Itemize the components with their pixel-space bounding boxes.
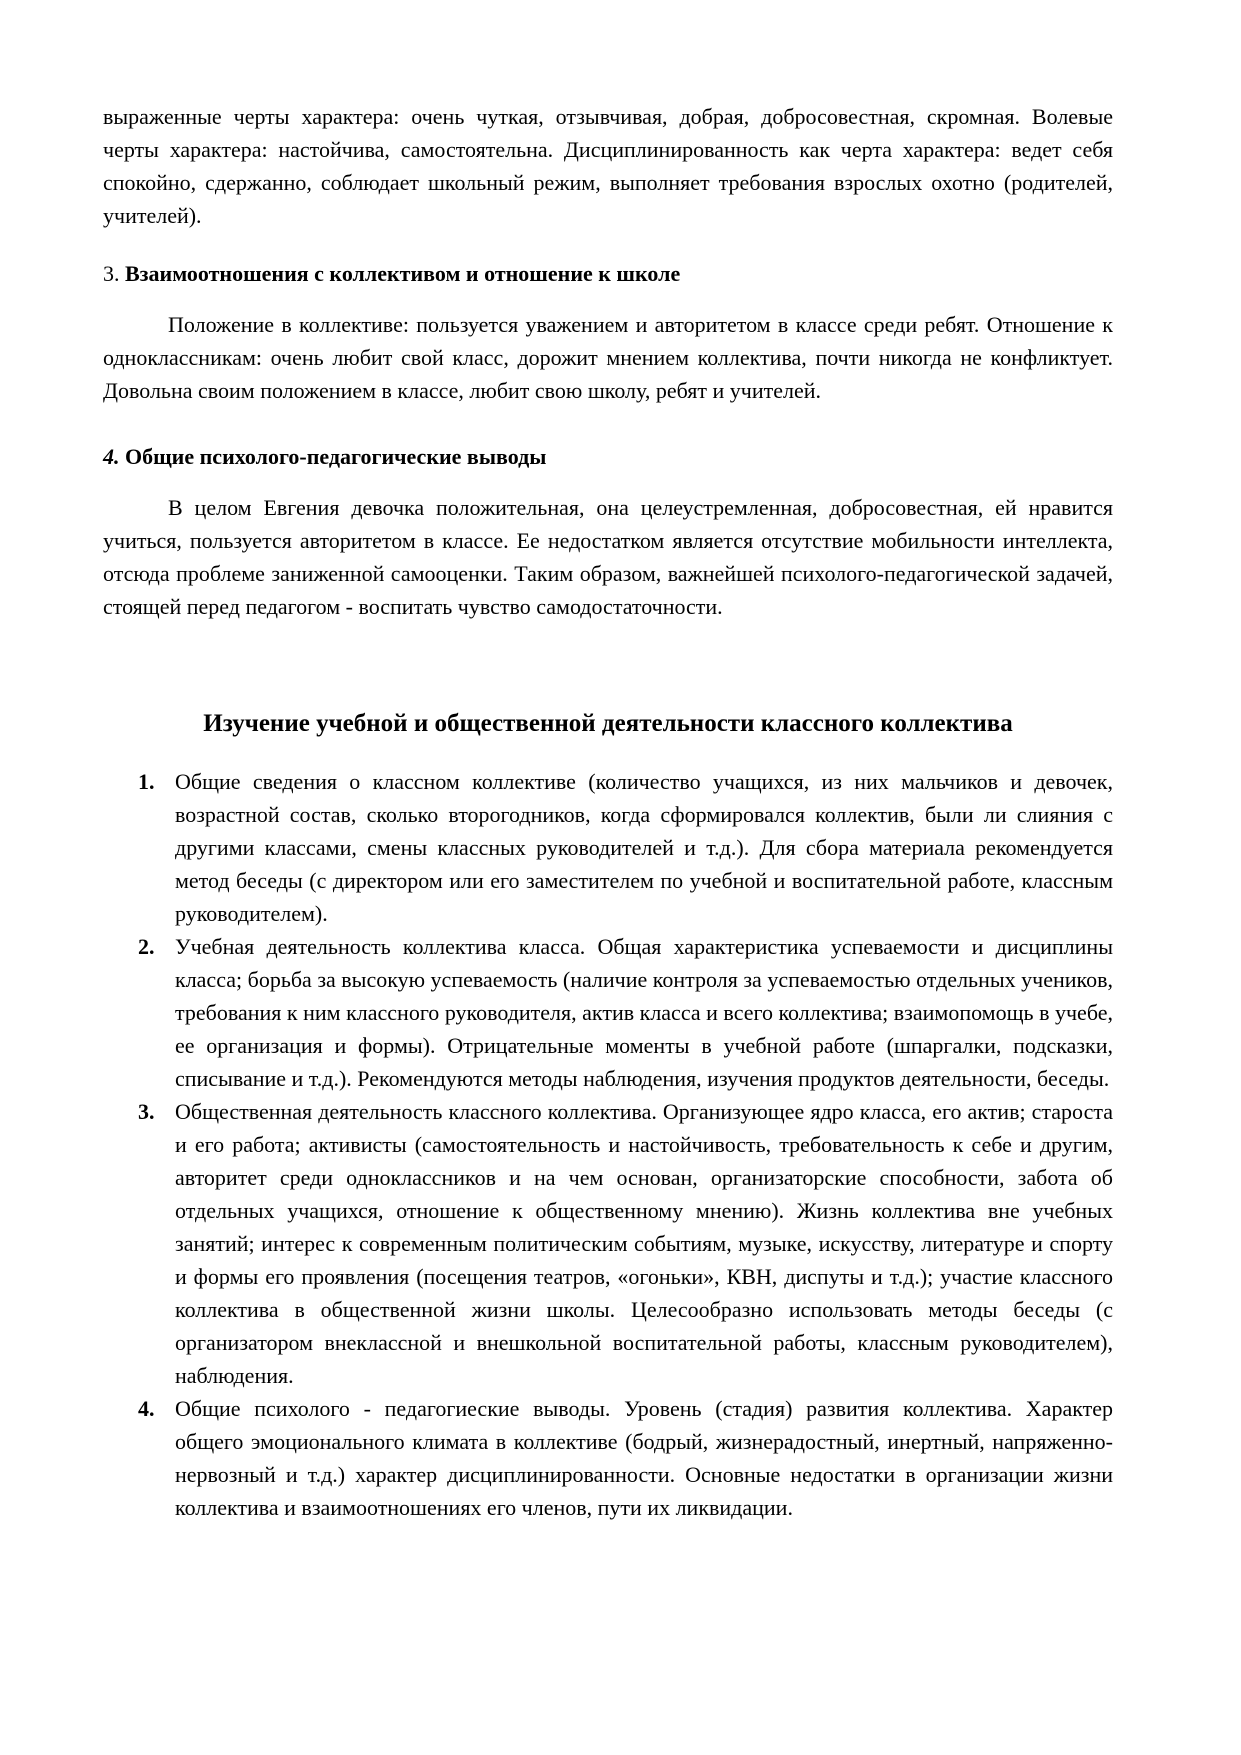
list-item-text: Общие психолого - педагогиеские выводы. Уровень (стадия) развития коллектива. Характер общего эмоционального климата в коллективе (бодрый, жизнерадостный, инертный, напряженно-нервозный и т.д.) характер дисциплинированности. Основные недостатки в организации жизни коллектива и взаимоотношениях его членов, пути их ликвидации.	[175, 1396, 1113, 1520]
list-item-text: Учебная деятельность коллектива класса. Общая характеристика успеваемости и дисциплины класса; борьба за высокую успеваемость (наличие контроля за успеваемостью отдельных учеников, требования к ним классного руководителя, актив класса и всего коллектива; взаимопомощь в учебе, ее организация и формы). Отрицательные моменты в учебной работе (шпаргалки, подсказки, списывание и т.д.). Рекомендуются методы наблюдения, изучения продуктов деятельности, беседы.	[175, 934, 1113, 1091]
list-item-text: Общественная деятельность классного коллектива. Организующее ядро класса, его актив; староста и его работа; активисты (самостоятельность и настойчивость, требовательность к себе и другим, авторитет среди одноклассников и на чем основан, организаторские способности, забота об отдельных учащихся, отношение к общественному мнению). Жизнь коллектива вне учебных занятий; интерес к современным политическим событиям, музыке, искусству, литературе и спорту и формы его проявления (посещения театров, «огоньки», КВН, диспуты и т.д.); участие классного коллектива в общественной жизни школы. Целесообразно использовать методы беседы (с организатором внеклассной и внешкольной воспитательной работы, классным руководителем), наблюдения.	[175, 1099, 1113, 1388]
section-4-heading	[103, 443, 1113, 471]
study-activities-heading: Изучение учебной и общественной деятельности классного коллектива	[203, 710, 1013, 737]
section-3-title: Взаимоотношения с коллективом и отношение к школе	[125, 261, 681, 286]
list-item	[103, 1392, 1113, 1524]
study-plan-list	[103, 765, 1113, 1524]
list-item-number: 1.	[138, 769, 155, 794]
list-item	[103, 930, 1113, 1095]
list-item-number: 2.	[138, 934, 155, 959]
section-4-number: 4.	[103, 444, 120, 469]
list-item-number: 4.	[138, 1396, 155, 1421]
list-item-text: Общие сведения о классном коллективе (количество учащихся, из них мальчиков и девочек, возрастной состав, сколько второгодников, когда сформировался коллектив, были ли слияния с другими классами, смены классных руководителей и т.д.). Для сбора материала рекомендуется метод беседы (с директором или его заместителем по учебной и воспитательной работе, классным руководителем).	[175, 769, 1113, 926]
section-3-heading	[103, 260, 1113, 288]
paragraph-character-traits: выраженные черты характера: очень чуткая, отзывчивая, добрая, добросовестная, скромная. Волевые черты характера: настойчива, самостоятельна. Дисциплинированность как черта характера: ведет себя спокойно, сдержанно, соблюдает школьный режим, выполняет требования взрослых охотно (родителей, учителей).	[103, 104, 1113, 228]
section-4-title: Общие психолого-педагогические выводы	[125, 444, 547, 469]
list-item	[103, 1095, 1113, 1392]
paragraph-collective-relations: Положение в коллективе: пользуется уважением и авторитетом в классе среди ребят. Отношение к одноклассникам: очень любит свой класс, дорожит мнением коллектива, почти никогда не конфликтует. Довольна своим положением в классе, любит свою школу, ребят и учителей.	[103, 312, 1113, 403]
paragraph-pedagogical-conclusions: В целом Евгения девочка положительная, она целеустремленная, добросовестная, ей нравится учиться, пользуется авторитетом в классе. Ее недостатком является отсутствие мобильности интеллекта, отсюда проблеме заниженной самооценки. Таким образом, важнейшей психолого-педагогической задачей, стоящей перед педагогом - воспитать чувство самодостаточности.	[103, 495, 1113, 619]
section-3-number: 3.	[103, 261, 120, 286]
list-item-number: 3.	[138, 1099, 155, 1124]
list-item	[103, 765, 1113, 930]
